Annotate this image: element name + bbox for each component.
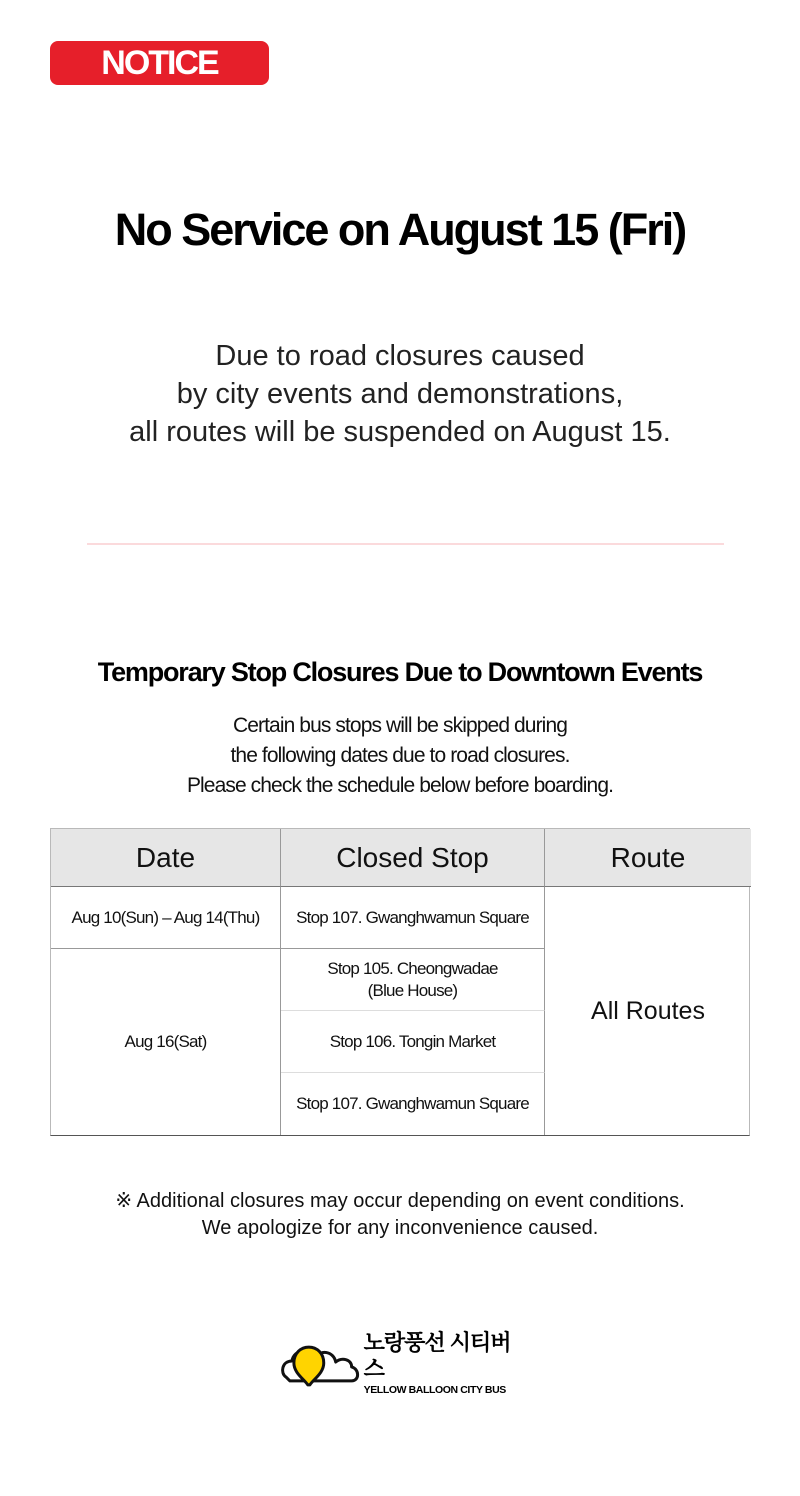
- page-title: No Service on August 15 (Fri): [114, 204, 686, 255]
- closed-stop-cell: Stop 106. Tongin Market: [281, 1011, 545, 1073]
- logo-korean-text: 노랑풍선 시티버스: [363, 1330, 511, 1381]
- closed-stop-line: Stop 105. Cheongwadae: [327, 958, 498, 978]
- section-description: [0, 711, 800, 801]
- intro-line: by city events and demonstrations,: [176, 378, 624, 410]
- brand-logo: [270, 1330, 530, 1396]
- intro-text: [0, 337, 800, 451]
- closed-stop-cell: Stop 107. Gwanghwamun Square: [281, 887, 545, 949]
- route-cell: All Routes: [591, 996, 705, 1025]
- header-closed-stop: Closed Stop: [281, 829, 545, 887]
- closed-stop-cell: [281, 949, 545, 1011]
- footer-line: We apologize for any inconvenience caused.: [201, 1217, 599, 1239]
- description-line: Please check the schedule below before boarding.: [186, 774, 614, 797]
- date-cell: Aug 16(Sat): [51, 949, 281, 1135]
- header-date: Date: [51, 829, 281, 887]
- header-route: Route: [545, 829, 751, 887]
- section-title: Temporary Stop Closures Due to Downtown Events: [97, 657, 703, 687]
- description-line: the following dates due to road closures.: [230, 744, 570, 767]
- yellow-balloon-cloud-icon: [270, 1333, 360, 1393]
- logo-english-text: YELLOW BALLOON CITY BUS: [363, 1384, 506, 1396]
- date-cell: Aug 10(Sun) – Aug 14(Thu): [51, 887, 281, 949]
- closure-table: [50, 828, 750, 1136]
- intro-line: all routes will be suspended on August 15.: [129, 416, 671, 448]
- closed-stop-cell: Stop 107. Gwanghwamun Square: [281, 1073, 545, 1135]
- intro-line: Due to road closures caused: [215, 340, 585, 372]
- description-line: Certain bus stops will be skipped during: [232, 714, 568, 737]
- notice-badge: NOTICE: [50, 41, 269, 85]
- footer-line: ※ Additional closures may occur depending on event conditions.: [115, 1190, 685, 1212]
- footer-note: [0, 1188, 800, 1242]
- divider: [87, 543, 724, 545]
- closed-stop-line: (Blue House): [367, 980, 458, 1000]
